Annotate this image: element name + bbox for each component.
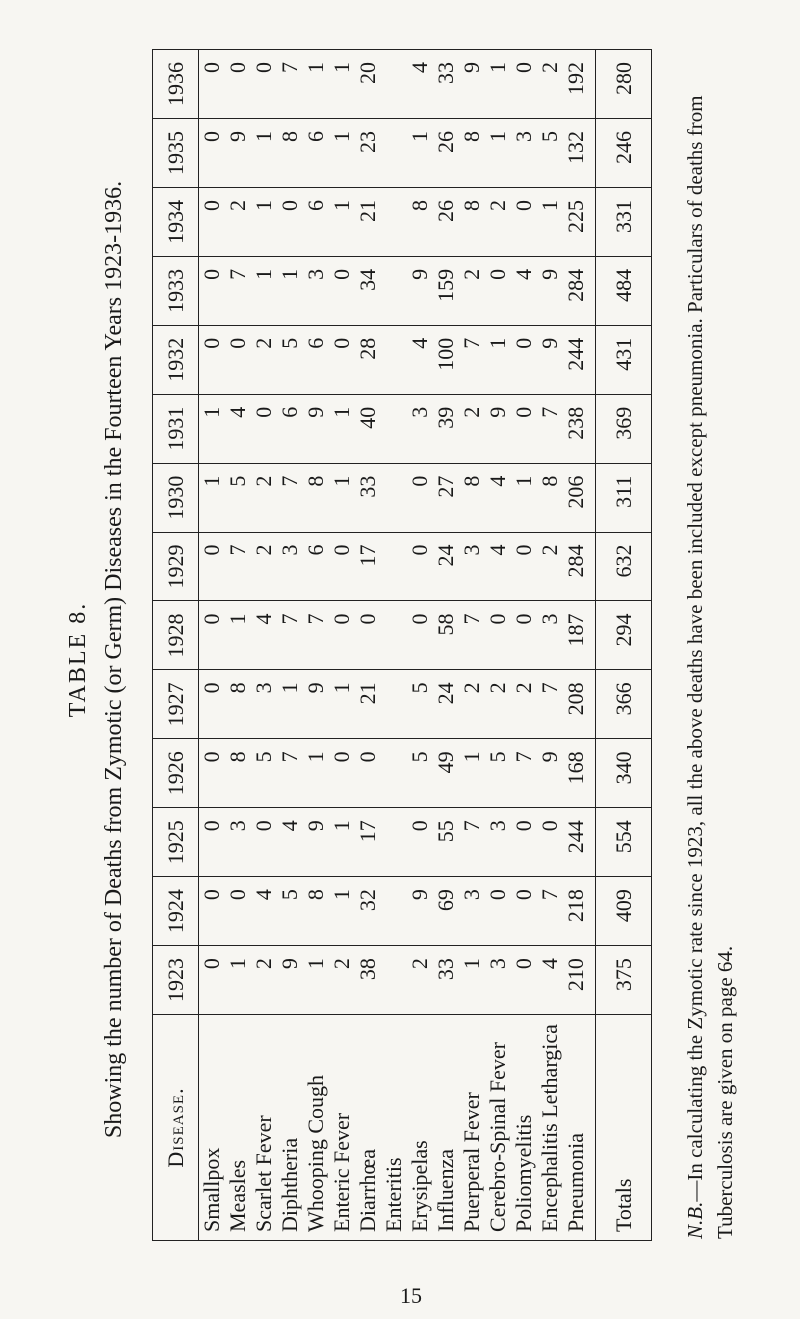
value-cell: 1 (485, 337, 510, 349)
year-header: 1923 (153, 946, 199, 1015)
value-cell: 9 (485, 406, 510, 418)
value-cell: 9 (537, 751, 562, 763)
value-cell: 0 (199, 889, 224, 901)
value-cell: 6 (303, 544, 328, 556)
value-cell: 3 (511, 131, 536, 143)
value-cell: 192 (563, 62, 588, 95)
value-cell: 244 (563, 820, 588, 854)
value-cell: 2 (459, 268, 484, 280)
value-cell: 24 (433, 544, 458, 567)
value-cell: 8 (459, 131, 484, 143)
value-cell: 17 (355, 820, 380, 843)
value-cell: 26 (433, 199, 458, 222)
value-cell: 4 (485, 544, 510, 556)
value-cell: 2 (459, 406, 484, 418)
value-cell: 132 (563, 131, 588, 165)
value-cell: 7 (303, 613, 328, 625)
total-cell: 331 (596, 187, 652, 256)
value-cell (381, 545, 407, 601)
value-cell: 8 (303, 475, 328, 487)
value-cell: 0 (329, 337, 354, 349)
value-cell: 8 (277, 131, 302, 143)
totals-row (596, 50, 652, 1241)
year-values-column (199, 946, 596, 1015)
value-cell: 3 (277, 544, 302, 556)
header-disease: Disease. (153, 1015, 199, 1241)
value-cell: 49 (433, 751, 458, 774)
disease-label: Erysipelas (407, 1140, 432, 1232)
disease-label: Cerebro-Spinal Fever (485, 1042, 510, 1232)
value-cell: 33 (355, 475, 380, 498)
total-cell: 632 (596, 532, 652, 601)
value-cell: 1 (277, 682, 302, 694)
year-header: 1924 (153, 877, 199, 946)
value-cell: 210 (563, 958, 588, 992)
value-cell: 33 (433, 62, 458, 84)
year-values-column (199, 394, 596, 463)
value-cell: 40 (355, 406, 380, 429)
value-cell: 0 (199, 613, 224, 625)
value-cell: 0 (329, 268, 354, 280)
value-cell: 2 (511, 682, 536, 694)
value-cell: 0 (199, 682, 224, 694)
disease-label: Smallpox (199, 1147, 224, 1232)
value-cell: 7 (277, 751, 302, 763)
note-prefix: N.B. (683, 1201, 707, 1239)
value-cell: 2 (459, 682, 484, 694)
value-cell: 5 (407, 751, 432, 763)
disease-label: Encephalitis Lethargica (537, 1024, 562, 1232)
value-cell: 9 (459, 62, 484, 73)
year-values-column (199, 463, 596, 532)
value-cell (381, 682, 407, 738)
value-cell: 0 (511, 613, 536, 625)
value-cell: 9 (303, 682, 328, 694)
table-title: TABLE 8. (65, 601, 91, 718)
disease-label: Scarlet Fever (251, 1115, 276, 1232)
year-values-column (199, 50, 596, 119)
value-cell: 24 (433, 682, 458, 705)
value-cell: 0 (511, 958, 536, 970)
value-cell: 2 (251, 337, 276, 349)
value-cell: 238 (563, 406, 588, 440)
value-cell: 4 (407, 62, 432, 73)
value-cell: 1 (329, 820, 354, 832)
disease-label: Enteric Fever (329, 1112, 354, 1232)
value-cell: 0 (537, 820, 562, 832)
value-cell: 9 (407, 889, 432, 901)
value-cell (381, 751, 407, 807)
year-values-column (199, 670, 596, 739)
value-cell: 9 (537, 337, 562, 349)
value-cell: 0 (225, 62, 250, 73)
value-cell: 1 (485, 62, 510, 73)
table-subtitle: Showing the number of Deaths from Zymotic (or Germ) Diseases in the Fourteen Years 1923-1936. (101, 180, 127, 1139)
value-cell: 8 (407, 199, 432, 211)
value-cell: 0 (407, 613, 432, 625)
value-cell: 4 (251, 889, 276, 901)
disease-label: Diphtheria (277, 1137, 302, 1232)
total-cell: 554 (596, 808, 652, 877)
value-cell: 23 (355, 131, 380, 154)
value-cell: 0 (329, 613, 354, 625)
value-cell: 7 (225, 544, 250, 556)
footnote (680, 49, 740, 1239)
value-cell: 6 (303, 337, 328, 349)
year-values-column (199, 808, 596, 877)
value-cell: 7 (537, 406, 562, 418)
value-cell: 0 (251, 820, 276, 832)
value-cell: 1 (537, 199, 562, 211)
value-cell: 1 (459, 751, 484, 763)
value-cell: 0 (199, 958, 224, 970)
value-cell: 8 (537, 475, 562, 487)
total-cell: 311 (596, 463, 652, 532)
value-cell: 0 (511, 199, 536, 211)
value-cell: 8 (303, 889, 328, 901)
value-cell: 1 (329, 199, 354, 211)
value-cell: 187 (563, 613, 588, 647)
value-cell: 5 (277, 889, 302, 901)
value-cell: 1 (199, 475, 224, 487)
year-values-column (199, 877, 596, 946)
value-cell: 6 (303, 199, 328, 211)
value-cell: 7 (277, 613, 302, 625)
total-cell: 340 (596, 739, 652, 808)
value-cell: 21 (355, 199, 380, 222)
value-cell: 0 (199, 544, 224, 556)
value-cell: 1 (303, 62, 328, 73)
value-cell: 34 (355, 268, 380, 291)
value-cell: 0 (485, 613, 510, 625)
value-cell: 69 (433, 889, 458, 912)
value-cell: 5 (537, 131, 562, 143)
value-cell (381, 269, 407, 325)
value-cell: 17 (355, 544, 380, 567)
value-cell: 2 (407, 958, 432, 970)
value-cell: 0 (355, 751, 380, 763)
value-cell: 5 (277, 337, 302, 349)
value-cell: 206 (563, 475, 588, 509)
value-cell: 0 (485, 268, 510, 280)
year-header: 1932 (153, 325, 199, 394)
value-cell (381, 407, 407, 463)
value-cell: 1 (303, 751, 328, 763)
value-cell: 3 (485, 820, 510, 832)
value-cell: 1 (199, 406, 224, 418)
value-cell (381, 613, 407, 669)
year-header: 1927 (153, 670, 199, 739)
year-header: 1936 (153, 50, 199, 119)
value-cell: 3 (251, 682, 276, 694)
value-cell: 0 (225, 337, 250, 349)
value-cell: 159 (433, 268, 458, 302)
value-cell: 7 (537, 682, 562, 694)
value-cell: 28 (355, 337, 380, 360)
value-cell: 100 (433, 337, 458, 371)
value-cell: 7 (459, 820, 484, 832)
value-cell: 0 (225, 889, 250, 901)
value-cell: 4 (537, 958, 562, 970)
value-cell: 2 (537, 544, 562, 556)
value-cell: 0 (329, 751, 354, 763)
value-cell: 55 (433, 820, 458, 843)
disease-label: Whooping Cough (303, 1074, 328, 1232)
disease-list (199, 1015, 596, 1241)
value-cell: 7 (277, 62, 302, 73)
value-cell: 9 (303, 406, 328, 418)
value-cell: 3 (459, 544, 484, 556)
value-cell: 1 (329, 131, 354, 143)
value-cell: 2 (537, 62, 562, 73)
value-cell: 8 (225, 751, 250, 763)
year-values-column (199, 325, 596, 394)
value-cell: 6 (303, 131, 328, 143)
value-cell: 1 (329, 889, 354, 901)
value-cell: 5 (407, 682, 432, 694)
disease-label: Puerperal Fever (459, 1092, 484, 1232)
year-header: 1929 (153, 532, 199, 601)
value-cell: 0 (199, 62, 224, 73)
year-header: 1933 (153, 256, 199, 325)
value-cell: 0 (511, 406, 536, 418)
page-number: 15 (400, 1283, 422, 1308)
value-cell: 1 (251, 199, 276, 211)
year-header: 1931 (153, 394, 199, 463)
value-cell: 3 (225, 820, 250, 832)
value-cell: 284 (563, 544, 588, 578)
deaths-table (152, 49, 652, 1241)
year-values-column (199, 739, 596, 808)
value-cell (381, 131, 407, 187)
value-cell: 0 (199, 337, 224, 349)
value-cell: 225 (563, 199, 588, 233)
value-cell: 27 (433, 475, 458, 498)
value-cell: 0 (511, 544, 536, 556)
value-cell: 2 (485, 199, 510, 211)
value-cell (381, 62, 407, 118)
value-cell: 5 (251, 751, 276, 763)
value-cell: 3 (459, 889, 484, 901)
value-cell: 0 (407, 544, 432, 556)
value-cell (381, 820, 407, 876)
value-cell: 0 (511, 62, 536, 73)
value-cell: 168 (563, 751, 588, 785)
value-cell: 1 (459, 958, 484, 970)
header-row (153, 50, 199, 1241)
value-cell: 218 (563, 889, 588, 923)
value-cell: 244 (563, 337, 588, 371)
value-cell: 7 (459, 613, 484, 625)
value-cell: 9 (407, 268, 432, 280)
value-cell (381, 889, 407, 945)
value-cell: 7 (511, 751, 536, 763)
value-cell: 0 (511, 337, 536, 349)
total-cell: 375 (596, 946, 652, 1015)
value-cell: 0 (355, 613, 380, 625)
value-cell: 9 (537, 268, 562, 280)
value-cell: 1 (329, 62, 354, 73)
value-cell (381, 476, 407, 532)
value-cell: 208 (563, 682, 588, 716)
value-cell: 3 (407, 406, 432, 418)
value-cell: 7 (225, 268, 250, 280)
value-cell: 5 (485, 751, 510, 763)
value-cell: 6 (277, 406, 302, 418)
value-cell: 32 (355, 889, 380, 912)
value-cell: 1 (277, 268, 302, 280)
disease-label: Poliomyelitis (511, 1114, 536, 1232)
value-cell: 2 (251, 475, 276, 487)
value-cell: 38 (355, 958, 380, 981)
year-header: 1925 (153, 808, 199, 877)
value-cell: 4 (407, 337, 432, 349)
value-cell: 4 (511, 268, 536, 280)
total-cell: 246 (596, 119, 652, 188)
value-cell: 2 (329, 958, 354, 970)
value-cell: 0 (199, 268, 224, 280)
value-cell: 5 (225, 475, 250, 487)
year-header: 1928 (153, 601, 199, 670)
year-values-column (199, 256, 596, 325)
value-cell: 7 (537, 889, 562, 901)
value-cell: 8 (459, 199, 484, 211)
total-cell: 369 (596, 394, 652, 463)
value-cell: 1 (485, 131, 510, 143)
value-cell: 1 (225, 958, 250, 970)
disease-label: Enteritis (381, 1157, 406, 1232)
value-cell: 2 (251, 958, 276, 970)
value-cell: 0 (277, 199, 302, 211)
value-cell: 33 (433, 958, 458, 981)
value-cell: 0 (199, 820, 224, 832)
value-cell: 0 (485, 889, 510, 901)
value-cell: 3 (303, 268, 328, 280)
year-values-column (199, 119, 596, 188)
disease-label: Diarrhœa (355, 1148, 380, 1232)
year-header: 1926 (153, 739, 199, 808)
value-cell: 0 (199, 199, 224, 211)
value-cell: 0 (251, 406, 276, 418)
value-cell: 3 (537, 613, 562, 625)
year-header: 1930 (153, 463, 199, 532)
value-cell: 7 (277, 475, 302, 487)
value-cell (381, 200, 407, 256)
value-cell: 0 (407, 820, 432, 832)
value-cell: 26 (433, 131, 458, 154)
value-cell: 8 (225, 682, 250, 694)
value-cell: 21 (355, 682, 380, 705)
value-cell: 7 (459, 337, 484, 349)
value-cell: 1 (251, 268, 276, 280)
value-cell: 0 (511, 889, 536, 901)
value-cell: 2 (485, 682, 510, 694)
value-cell: 1 (511, 475, 536, 487)
value-cell: 4 (277, 820, 302, 832)
value-cell: 1 (329, 475, 354, 487)
disease-label: Pneumonia (563, 1133, 588, 1232)
value-cell: 284 (563, 268, 588, 302)
body-row (199, 50, 596, 1241)
year-values-column (199, 601, 596, 670)
value-cell: 9 (277, 958, 302, 970)
total-cell: 280 (596, 50, 652, 119)
total-cell: 294 (596, 601, 652, 670)
value-cell: 0 (511, 820, 536, 832)
value-cell: 1 (251, 131, 276, 143)
disease-label: Measles (225, 1159, 250, 1232)
value-cell: 2 (251, 544, 276, 556)
value-cell: 1 (329, 406, 354, 418)
value-cell: 20 (355, 62, 380, 84)
total-cell: 366 (596, 670, 652, 739)
value-cell: 2 (225, 199, 250, 211)
value-cell (381, 338, 407, 394)
value-cell: 58 (433, 613, 458, 636)
value-cell: 0 (251, 62, 276, 73)
value-cell: 1 (225, 613, 250, 625)
value-cell: 4 (225, 406, 250, 418)
value-cell: 9 (303, 820, 328, 832)
year-values-column (199, 187, 596, 256)
totals-label: Totals (596, 1015, 652, 1241)
value-cell: 4 (251, 613, 276, 625)
value-cell: 1 (329, 682, 354, 694)
disease-label: Influenza (433, 1148, 458, 1232)
value-cell: 0 (199, 131, 224, 143)
value-cell: 0 (329, 544, 354, 556)
value-cell: 0 (407, 475, 432, 487)
year-header: 1934 (153, 187, 199, 256)
value-cell (381, 958, 407, 1014)
value-cell: 39 (433, 406, 458, 429)
value-cell: 1 (407, 131, 432, 143)
value-cell: 4 (485, 475, 510, 487)
note-text: —In calculating the Zymotic rate since 1923, all the above deaths have been included except pneumonia. Particulars of deaths from Tuberculosis are given on page 64. (683, 95, 737, 1239)
total-cell: 409 (596, 877, 652, 946)
value-cell: 3 (485, 958, 510, 970)
value-cell: 0 (199, 751, 224, 763)
year-values-column (199, 532, 596, 601)
value-cell: 1 (303, 958, 328, 970)
total-cell: 484 (596, 256, 652, 325)
value-cell: 9 (225, 131, 250, 143)
year-header: 1935 (153, 119, 199, 188)
value-cell: 8 (459, 475, 484, 487)
total-cell: 431 (596, 325, 652, 394)
